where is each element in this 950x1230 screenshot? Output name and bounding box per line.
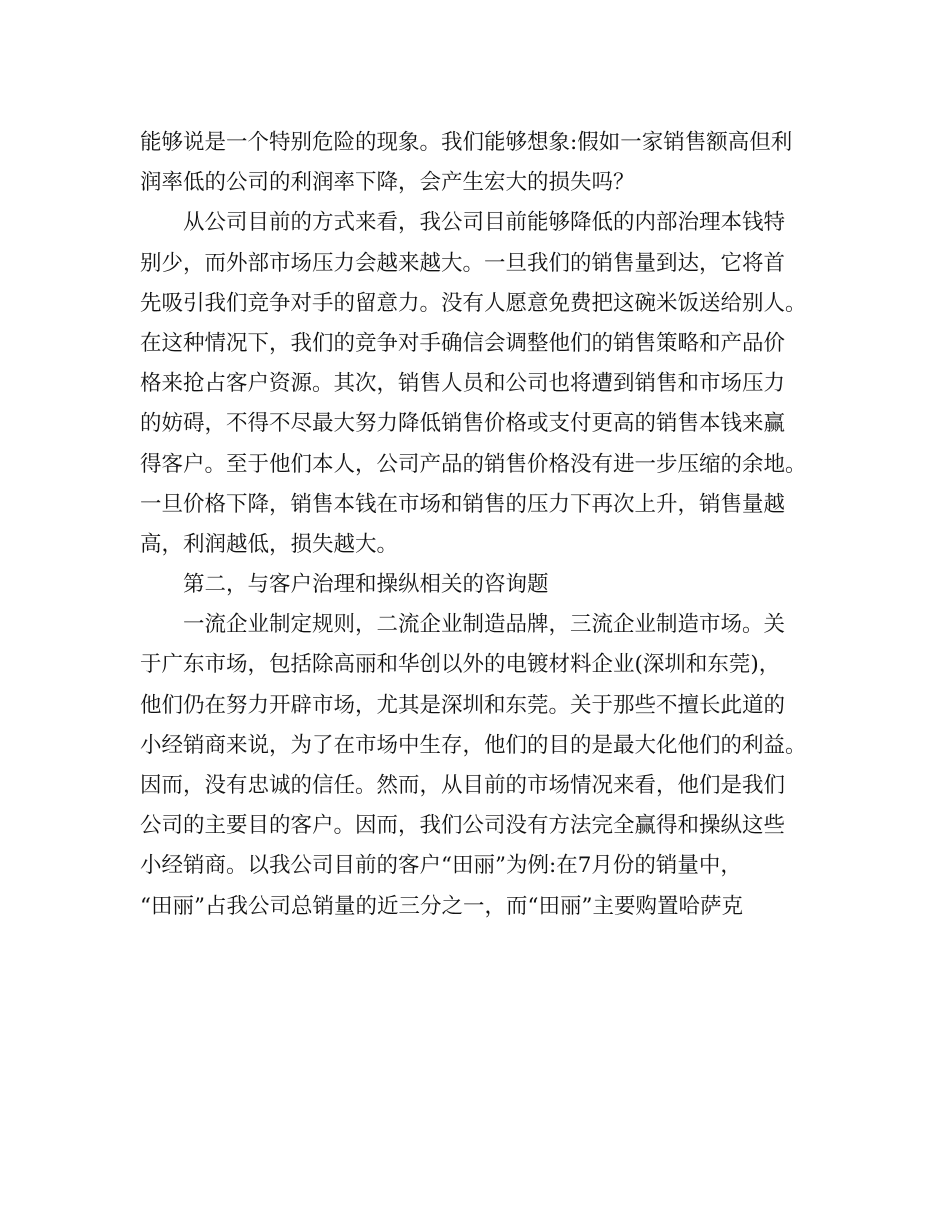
text-line: 公司的主要目的客户。因而，我们公司没有方法完全赢得和操纵这些 — [140, 813, 786, 839]
body-text — [140, 123, 820, 927]
text-line: 从公司目前的方式来看，我公司目前能够降低的内部治理本钱特 — [183, 210, 786, 236]
text-line: 在这种情况下，我们的竞争对手确信会调整他们的销售策略和产品价 — [140, 330, 786, 356]
text-line: 能够说是一个特别危险的现象。我们能够想象:假如一家销售额高但利 — [140, 130, 793, 155]
text-line: 小经销商。以我公司目前的客户“田丽”为例:在7月份的销量中， — [140, 853, 742, 879]
text-line: 小经销商来说，为了在市场中生存，他们的目的是最大化他们的利益。 — [140, 732, 807, 758]
text-line: 他们仍在努力开辟市场，尤其是深圳和东莞。关于那些不擅长此道的 — [140, 692, 786, 718]
text-line: 别少，而外部市场压力会越来越大。一旦我们的销售量到达，它将首 — [140, 250, 786, 276]
text-line: 得客户。至于他们本人，公司产品的销售价格没有进一步压缩的余地。 — [140, 451, 807, 477]
text-line: 润率低的公司的利润率下降，会产生宏大的损失吗？ — [140, 170, 635, 196]
text-line: 于广东市场，包括除高丽和华创以外的电镀材料企业(深圳和东莞)， — [140, 652, 781, 678]
text-line: 因而，没有忠诚的信任。然而，从目前的市场情况来看，他们是我们 — [140, 773, 786, 798]
text-line: 一流企业制定规则，二流企业制造品牌，三流企业制造市场。关 — [183, 612, 786, 638]
text-line: “田丽”占我公司总销量的近三分之一，而“田丽”主要购置哈萨克 — [140, 893, 743, 919]
text-line: 一旦价格下降，销售本钱在市场和销售的压力下再次上升，销售量越 — [140, 491, 786, 517]
text-line: 的妨碍，不得不尽最大努力降低销售价格或支付更高的销售本钱来赢 — [140, 411, 786, 437]
section-heading: 第二，与客户治理和操纵相关的咨询题 — [183, 572, 549, 598]
text-line: 先吸引我们竞争对手的留意力。没有人愿意免费把这碗米饭送给别人。 — [140, 290, 807, 316]
text-line: 高，利润越低，损失越大。 — [140, 531, 399, 557]
text-line: 格来抢占客户资源。其次，销售人员和公司也将遭到销售和市场压力 — [140, 371, 786, 397]
